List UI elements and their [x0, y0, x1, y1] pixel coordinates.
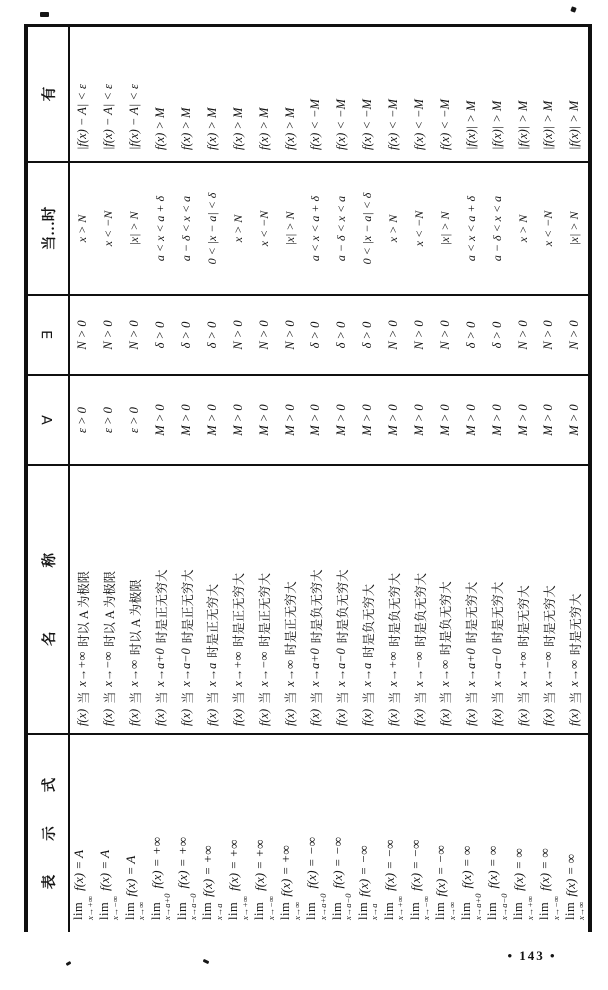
cell-when: a < x < a + δ [148, 163, 174, 296]
cell-when: |x| > N [277, 163, 303, 296]
column-header-name: 名称 [28, 466, 70, 735]
expression-body: f(x) = A [96, 849, 112, 891]
cell-exists: δ > 0 [303, 296, 329, 376]
lim-stack [512, 896, 534, 920]
lim-label: lim [71, 901, 85, 920]
expression-body: f(x) = ∞ [485, 845, 501, 889]
cell-expression [407, 735, 433, 932]
cell-have: |f(x)| > M [562, 27, 588, 163]
cell-forall: M > 0 [329, 376, 355, 466]
name-description: 时以 A 为极限 [102, 570, 117, 647]
cell-forall: M > 0 [303, 376, 329, 466]
name-function: f(x) [127, 708, 142, 726]
lim-label: lim [226, 901, 241, 920]
lim-stack [538, 896, 560, 920]
cell-have: f(x) > M [251, 27, 277, 163]
expression-body: f(x) = −∞ [381, 839, 397, 891]
cell-when: 0 < |x − a| < δ [355, 163, 381, 296]
lim-subscript: x→∞ [446, 901, 457, 920]
cell-name [70, 466, 96, 735]
cell-expression [432, 735, 458, 932]
cell-name [122, 466, 148, 735]
cell-exists: N > 0 [510, 296, 536, 376]
cell-have: |f(x) − A| < ε [96, 27, 122, 163]
cell-name [432, 466, 458, 735]
scan-artifact [203, 959, 210, 964]
lim-subscript: x→a+0 [472, 893, 483, 920]
cell-exists: δ > 0 [355, 296, 381, 376]
column-header-forall: ∀ [28, 376, 70, 466]
cell-exists: δ > 0 [174, 296, 200, 376]
name-when-word: 当 [76, 691, 91, 704]
cell-expression [148, 735, 174, 932]
page-number: • 143 • [507, 948, 557, 963]
cell-when: x < −N [536, 163, 562, 296]
name-function: f(x) [308, 708, 323, 726]
lim-stack [124, 902, 146, 920]
name-when-word: 当 [128, 691, 143, 704]
cell-name [536, 466, 562, 735]
cell-name [355, 466, 381, 735]
lim-subscript: x→+∞ [395, 895, 406, 920]
cell-expression [174, 735, 200, 932]
cell-have: f(x) > M [277, 27, 303, 163]
name-approach: x→−∞ [101, 651, 116, 687]
name-when-word: 当 [102, 691, 117, 704]
scan-artifact [66, 961, 72, 966]
cell-expression [122, 735, 148, 932]
name-function: f(x) [256, 708, 271, 726]
cell-name [381, 466, 407, 735]
lim-stack [72, 896, 94, 920]
scan-artifact [570, 6, 576, 12]
cell-expression [381, 735, 407, 932]
lim-stack [201, 902, 223, 920]
lim-subscript: x→−∞ [421, 895, 432, 920]
expression-body: f(x) = A [122, 855, 138, 897]
cell-name [225, 466, 251, 735]
cell-exists: N > 0 [562, 296, 588, 376]
name-function: f(x) [153, 708, 168, 726]
cell-have: f(x) < −M [303, 27, 329, 163]
lim-label: lim [511, 901, 526, 920]
name-description: 时是无穷大 [542, 585, 557, 647]
name-description: 时是无穷大 [568, 593, 583, 656]
lim-subscript: x→−∞ [265, 895, 276, 920]
expression-body: f(x) = −∞ [304, 837, 320, 889]
cell-expression [510, 735, 536, 932]
name-description: 时是无穷大 [491, 581, 506, 644]
name-when-word: 当 [517, 691, 532, 704]
cell-have: |f(x)| > M [510, 27, 536, 163]
name-approach: x→+∞ [230, 651, 245, 687]
cell-have: |f(x) − A| < ε [70, 27, 96, 163]
name-function: f(x) [515, 708, 530, 726]
lim-subscript: x→∞ [136, 901, 147, 920]
cell-forall: M > 0 [225, 376, 251, 466]
cell-expression [484, 735, 510, 932]
cell-have: f(x) > M [174, 27, 200, 163]
name-approach: x→−∞ [412, 651, 427, 687]
name-approach: x→a−0 [179, 648, 193, 687]
lim-stack [357, 902, 379, 920]
lim-stack [486, 893, 508, 920]
lim-label: lim [122, 901, 137, 920]
name-function: f(x) [179, 708, 193, 726]
cell-exists: N > 0 [407, 296, 433, 376]
expression-body: f(x) = A [71, 849, 86, 891]
name-when-word: 当 [491, 691, 506, 704]
lim-label: lim [355, 901, 370, 920]
lim-stack [331, 893, 353, 920]
cell-forall: ε > 0 [122, 376, 148, 466]
lim-label: lim [537, 901, 552, 920]
cell-when: 0 < |x − a| < δ [199, 163, 225, 296]
lim-stack [383, 896, 405, 920]
expression-body: f(x) = −∞ [407, 839, 423, 891]
cell-forall: M > 0 [458, 376, 484, 466]
name-approach: x→+∞ [386, 651, 401, 687]
cell-name [458, 466, 484, 735]
expression-body: f(x) = +∞ [226, 839, 242, 891]
expression-body: f(x) = +∞ [278, 845, 294, 897]
name-approach: x→a+0 [463, 648, 478, 687]
column-header-expression: 表示式 [28, 735, 70, 932]
lim-subscript: x→a−0 [343, 893, 354, 920]
cell-when: a < x < a + δ [458, 163, 484, 296]
name-when-word: 当 [309, 691, 324, 704]
cell-when: x < −N [251, 163, 277, 296]
name-function: f(x) [463, 708, 478, 726]
cell-name [407, 466, 433, 735]
cell-have: f(x) > M [199, 27, 225, 163]
cell-have: f(x) > M [148, 27, 174, 163]
name-when-word: 当 [206, 691, 221, 704]
cell-forall: M > 0 [277, 376, 303, 466]
column-header-have: 有 [28, 27, 70, 163]
expression-body: f(x) = +∞ [174, 837, 190, 889]
cell-forall: M > 0 [432, 376, 458, 466]
cell-name [510, 466, 536, 735]
cell-expression [458, 735, 484, 932]
name-function: f(x) [437, 708, 452, 726]
cell-expression [303, 735, 329, 932]
cell-have: |f(x)| > M [536, 27, 562, 163]
cell-name [174, 466, 200, 735]
name-when-word: 当 [361, 691, 376, 704]
cell-exists: N > 0 [381, 296, 407, 376]
name-approach: x→∞ [437, 660, 452, 687]
name-when-word: 当 [284, 691, 299, 704]
cell-when: a − δ < x < a [484, 163, 510, 296]
cell-exists: N > 0 [432, 296, 458, 376]
lim-stack [279, 902, 301, 920]
cell-expression [562, 735, 588, 932]
cell-forall: M > 0 [251, 376, 277, 466]
expression-body: f(x) = −∞ [329, 837, 345, 889]
name-when-word: 当 [413, 691, 428, 704]
name-when-word: 当 [180, 691, 195, 704]
lim-label: lim [200, 901, 215, 920]
lim-subscript: x→+∞ [524, 895, 535, 920]
name-description: 时是无穷大 [465, 581, 480, 644]
lim-stack [98, 896, 120, 920]
name-when-word: 当 [542, 691, 557, 704]
cell-expression [251, 735, 277, 932]
cell-expression [96, 735, 122, 932]
name-description: 时以 A 为极限 [76, 570, 91, 647]
cell-forall: M > 0 [536, 376, 562, 466]
cell-forall: M > 0 [148, 376, 174, 466]
cell-exists: δ > 0 [484, 296, 510, 376]
cell-when: |x| > N [562, 163, 588, 296]
name-function: f(x) [101, 708, 116, 726]
cell-expression [277, 735, 303, 932]
cell-exists: N > 0 [277, 296, 303, 376]
cell-have: f(x) < −M [407, 27, 433, 163]
name-when-word: 当 [258, 691, 273, 704]
cell-exists: N > 0 [251, 296, 277, 376]
name-description: 时是负无穷大 [335, 569, 350, 644]
cell-when: a − δ < x < a [174, 163, 200, 296]
lim-stack [150, 893, 172, 920]
expression-body: f(x) = +∞ [200, 845, 216, 897]
cell-name [277, 466, 303, 735]
name-function: f(x) [412, 708, 427, 726]
cell-exists: N > 0 [70, 296, 96, 376]
lim-label: lim [252, 901, 267, 920]
name-description: 时是无穷大 [517, 585, 532, 647]
lim-stack [253, 896, 275, 920]
cell-when: x > N [510, 163, 536, 296]
expression-body: f(x) = −∞ [355, 845, 371, 897]
cell-when: x > N [381, 163, 407, 296]
cell-name [484, 466, 510, 735]
cell-when: x > N [225, 163, 251, 296]
name-when-word: 当 [387, 691, 402, 704]
name-description: 时是正无穷大 [206, 583, 221, 658]
cell-exists: δ > 0 [458, 296, 484, 376]
cell-have: |f(x)| > M [458, 27, 484, 163]
expression-body: f(x) = −∞ [433, 845, 449, 897]
expression-body: f(x) = +∞ [148, 837, 164, 889]
name-function: f(x) [334, 708, 349, 726]
lim-subscript: x→∞ [576, 901, 587, 920]
lim-stack [409, 896, 431, 920]
cell-forall: M > 0 [562, 376, 588, 466]
cell-have: f(x) < −M [381, 27, 407, 163]
cell-forall: M > 0 [199, 376, 225, 466]
lim-stack [564, 902, 586, 920]
rotated-table-area [24, 24, 592, 932]
expression-body: f(x) = +∞ [252, 839, 268, 891]
lim-label: lim [96, 901, 111, 920]
column-header-exists: ∃ [28, 296, 70, 376]
limit-definition-table [24, 24, 592, 932]
cell-have: f(x) > M [225, 27, 251, 163]
name-approach: x→a+0 [153, 648, 168, 687]
lim-stack [305, 893, 327, 920]
cell-name [96, 466, 122, 735]
cell-name [199, 466, 225, 735]
name-approach: x→+∞ [75, 651, 90, 687]
lim-stack [176, 893, 198, 920]
cell-when: a < x < a + δ [303, 163, 329, 296]
cell-exists: N > 0 [536, 296, 562, 376]
cell-exists: δ > 0 [148, 296, 174, 376]
name-when-word: 当 [335, 691, 350, 704]
name-approach: x→a [204, 662, 219, 687]
cell-expression [225, 735, 251, 932]
cell-name [251, 466, 277, 735]
name-function: f(x) [386, 708, 401, 726]
cell-when: x < −N [407, 163, 433, 296]
name-approach: x→a−0 [489, 648, 504, 687]
lim-subscript: x→−∞ [550, 895, 561, 920]
name-when-word: 当 [439, 691, 454, 704]
lim-label: lim [329, 901, 344, 920]
cell-exists: N > 0 [225, 296, 251, 376]
name-description: 时是正无穷大 [154, 569, 169, 644]
cell-when: |x| > N [122, 163, 148, 296]
lim-stack [227, 896, 249, 920]
cell-exists: δ > 0 [199, 296, 225, 376]
expression-body: f(x) = ∞ [537, 848, 553, 891]
lim-label: lim [174, 901, 189, 920]
name-approach: x→∞ [127, 660, 142, 687]
cell-exists: δ > 0 [329, 296, 355, 376]
name-description: 时是负无穷大 [361, 583, 376, 658]
name-description: 时是负无穷大 [413, 572, 428, 647]
cell-forall: M > 0 [355, 376, 381, 466]
name-description: 时是负无穷大 [439, 581, 454, 656]
name-function: f(x) [75, 708, 90, 726]
name-function: f(x) [567, 708, 582, 726]
lim-subscript: x→a−0 [498, 893, 509, 920]
name-approach: x→−∞ [256, 651, 271, 687]
cell-have: f(x) < −M [329, 27, 355, 163]
lim-stack [434, 902, 456, 920]
lim-label: lim [148, 901, 163, 920]
cell-name [148, 466, 174, 735]
name-description: 时是正无穷大 [284, 581, 299, 656]
lim-label: lim [433, 901, 448, 920]
name-description: 时是正无穷大 [232, 572, 247, 647]
cell-forall: ε > 0 [96, 376, 122, 466]
name-when-word: 当 [465, 691, 480, 704]
cell-name [303, 466, 329, 735]
cell-name [329, 466, 355, 735]
cell-when: |x| > N [432, 163, 458, 296]
expression-body: f(x) = ∞ [562, 854, 578, 897]
name-function: f(x) [541, 708, 556, 726]
lim-label: lim [278, 901, 293, 920]
name-description: 时是负无穷大 [309, 569, 324, 644]
cell-expression [536, 735, 562, 932]
name-description: 时以 A 为极限 [128, 579, 143, 656]
name-when-word: 当 [568, 691, 583, 704]
lim-subscript: x→a [213, 903, 224, 920]
scan-artifact [40, 12, 49, 17]
cell-expression [355, 735, 381, 932]
name-description: 时是负无穷大 [387, 572, 402, 647]
cell-forall: M > 0 [381, 376, 407, 466]
lim-subscript: x→−∞ [110, 895, 121, 920]
cell-exists: N > 0 [96, 296, 122, 376]
cell-forall: M > 0 [484, 376, 510, 466]
cell-when: x < −N [96, 163, 122, 296]
lim-subscript: x→+∞ [84, 895, 95, 920]
cell-expression [199, 735, 225, 932]
lim-subscript: x→+∞ [239, 895, 250, 920]
name-function: f(x) [204, 708, 219, 726]
cell-forall: ε > 0 [70, 376, 96, 466]
lim-label: lim [407, 901, 422, 920]
name-when-word: 当 [154, 691, 169, 704]
name-approach: x→−∞ [541, 651, 556, 687]
cell-forall: M > 0 [407, 376, 433, 466]
cell-have: f(x) < −M [432, 27, 458, 163]
name-approach: x→∞ [282, 660, 297, 687]
cell-have: f(x) < −M [355, 27, 381, 163]
name-description: 时是正无穷大 [258, 572, 273, 647]
lim-subscript: x→∞ [291, 901, 302, 920]
lim-stack [460, 893, 482, 920]
name-function: f(x) [360, 708, 375, 726]
cell-have: |f(x)| > M [484, 27, 510, 163]
lim-label: lim [304, 901, 319, 920]
lim-label: lim [459, 901, 474, 920]
cell-expression [329, 735, 355, 932]
name-approach: x→a+0 [308, 648, 323, 687]
cell-forall: M > 0 [174, 376, 200, 466]
cell-name [562, 466, 588, 735]
lim-subscript: x→a−0 [188, 893, 199, 920]
expression-body: f(x) = ∞ [511, 848, 527, 891]
lim-subscript: x→a [369, 903, 380, 920]
name-approach: x→∞ [567, 660, 582, 687]
lim-label: lim [381, 901, 396, 920]
name-description: 时是正无穷大 [180, 569, 195, 644]
cell-exists: N > 0 [122, 296, 148, 376]
name-function: f(x) [282, 708, 297, 726]
lim-label: lim [562, 901, 577, 920]
name-function: f(x) [230, 708, 245, 726]
name-when-word: 当 [232, 691, 247, 704]
name-function: f(x) [489, 708, 504, 726]
cell-have: |f(x) − A| < ε [122, 27, 148, 163]
cell-expression [70, 735, 96, 932]
name-approach: x→a [360, 662, 375, 687]
name-approach: x→a−0 [334, 648, 349, 687]
lim-label: lim [485, 901, 500, 920]
name-approach: x→+∞ [515, 651, 530, 687]
lim-subscript: x→a+0 [317, 893, 328, 920]
cell-when: x > N [70, 163, 96, 296]
expression-body: f(x) = ∞ [459, 845, 475, 889]
cell-when: a − δ < x < a [329, 163, 355, 296]
cell-forall: M > 0 [510, 376, 536, 466]
lim-subscript: x→a+0 [162, 893, 173, 920]
column-header-when: 当…时 [28, 163, 70, 296]
